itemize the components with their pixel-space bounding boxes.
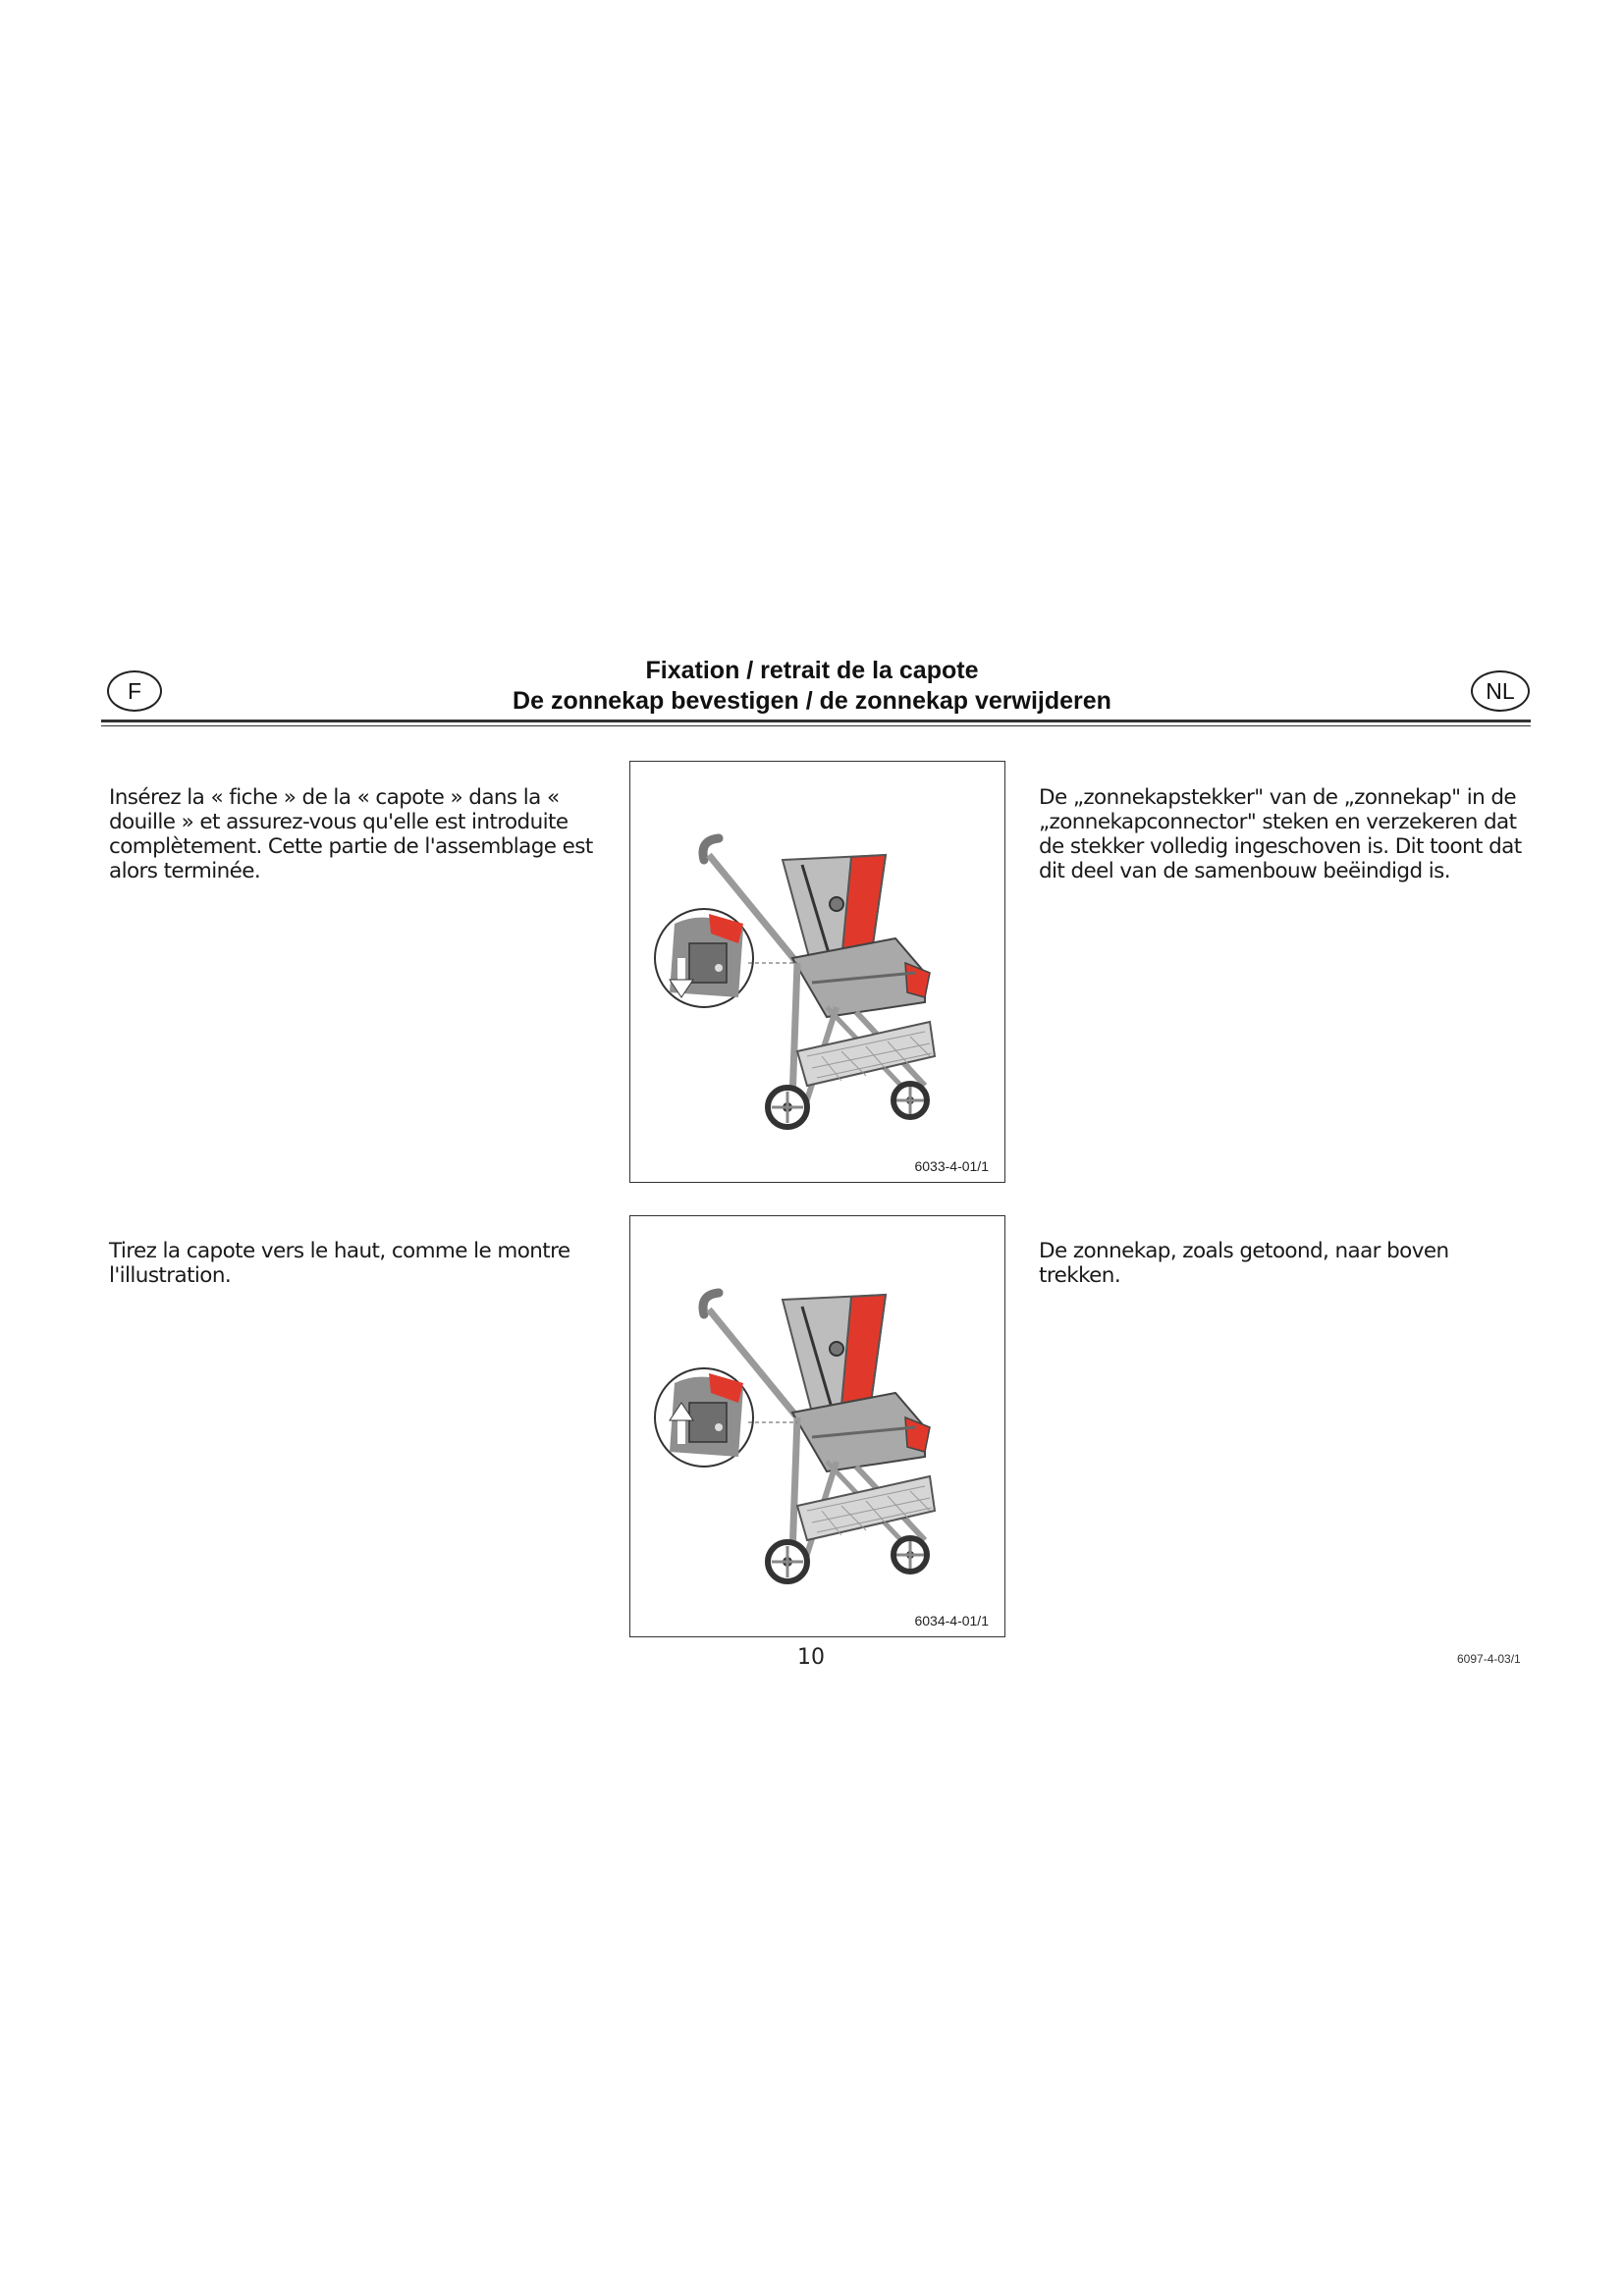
figure-code: 6034-4-01/1 <box>914 1613 989 1629</box>
page-title-dutch: De zonnekap bevestigen / de zonnekap verwijderen <box>513 687 1111 715</box>
stroller-illustration-2 <box>630 1216 1006 1638</box>
header-divider-thin <box>101 725 1531 726</box>
instruction-french-2: Tirez la capote vers le haut, comme le montre l'illustration. <box>109 1239 570 1288</box>
language-badge-french: F <box>107 670 162 712</box>
header-divider <box>101 720 1531 722</box>
stroller-illustration-1 <box>630 762 1006 1184</box>
document-code: 6097-4-03/1 <box>1457 1652 1521 1666</box>
figure-attach-canopy <box>629 761 1005 1183</box>
page-title-french: Fixation / retrait de la capote <box>645 657 979 684</box>
figure-remove-canopy <box>629 1215 1005 1637</box>
instruction-french-1: Insérez la « fiche » de la « capote » dans la « douille » et assurez-vous qu'elle est introduite complètement. Cette partie de l'assemblage est alors terminée. <box>109 785 593 883</box>
instruction-dutch-1: De „zonnekapstekker" van de „zonnekap" in de „zonnekapconnector" steken en verzekeren dat de stekker volledig ingeschoven is. Dit toont dat dit deel van de samenbouw beëindigd is. <box>1039 785 1522 883</box>
figure-code: 6033-4-01/1 <box>914 1158 989 1174</box>
instruction-dutch-2: De zonnekap, zoals getoond, naar boven trekken. <box>1039 1239 1449 1288</box>
language-badge-dutch: NL <box>1471 670 1530 712</box>
page-number: 10 <box>797 1645 825 1670</box>
